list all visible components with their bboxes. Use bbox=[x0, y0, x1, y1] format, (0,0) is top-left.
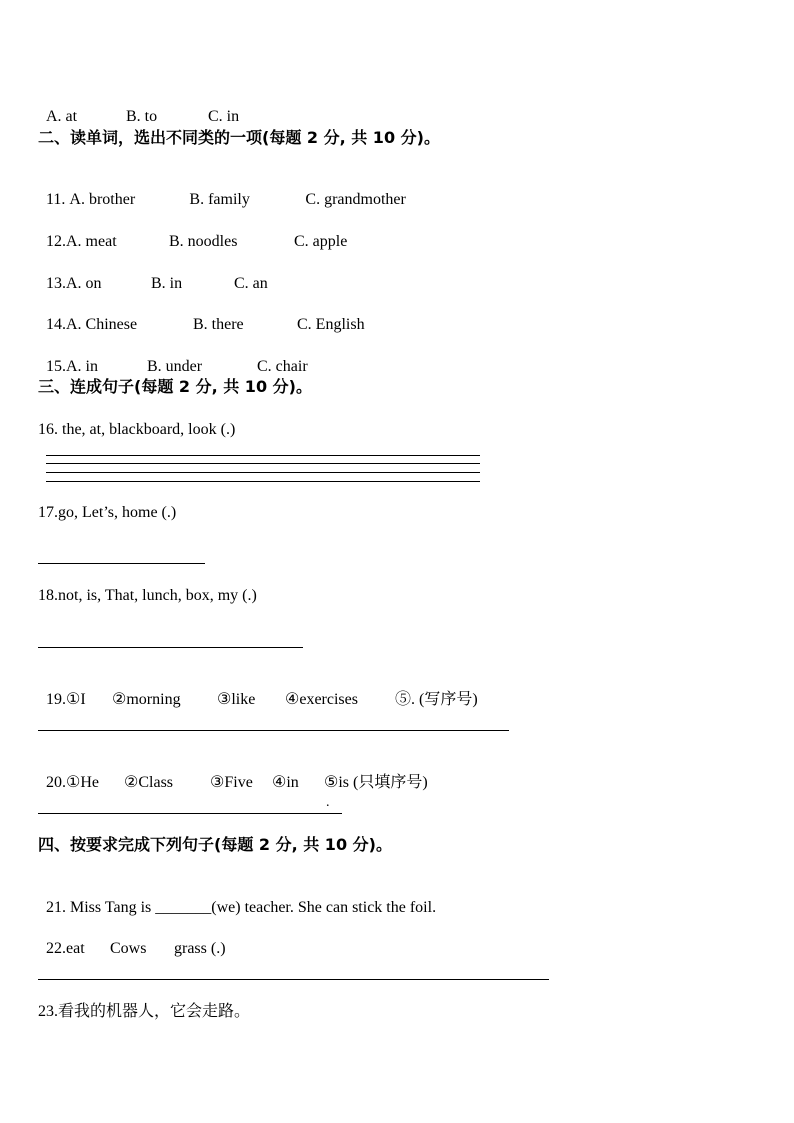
q12-option-b: B. noodles bbox=[169, 233, 238, 250]
q16-prompt: 16. the, at, blackboard, look (.) bbox=[38, 421, 236, 438]
q19-item-3: ③like bbox=[217, 691, 256, 708]
q22-row bbox=[38, 919, 226, 959]
q13-row bbox=[38, 254, 268, 294]
q22-number: 22. bbox=[46, 940, 66, 957]
q16-writing-line-2[interactable] bbox=[46, 463, 480, 464]
q13-option-a: A. on bbox=[66, 275, 102, 292]
q17-prompt: 17.go, Let’s, home (.) bbox=[38, 504, 177, 521]
q17-answer-line[interactable] bbox=[38, 563, 205, 564]
q11-option-a: A. brother bbox=[69, 191, 136, 208]
section3-title: 三、连成句子(每题 2 分, 共 10 分)。 bbox=[38, 377, 312, 396]
q19-item-2: ②morning bbox=[112, 691, 181, 708]
q11-option-b: B. family bbox=[189, 191, 250, 208]
q10-option-a: A. at bbox=[46, 108, 78, 125]
q21-after: (we) teacher. She can stick the foil. bbox=[211, 899, 437, 916]
q16-writing-line-1[interactable] bbox=[46, 455, 480, 456]
q20-item-5: ⑤is (只填序号) bbox=[324, 774, 428, 791]
q20-item-3: ③Five bbox=[210, 774, 253, 791]
q18-prompt: 18.not, is, That, lunch, box, my (.) bbox=[38, 587, 257, 604]
q10-options bbox=[38, 87, 239, 127]
q22-answer-line[interactable] bbox=[38, 979, 549, 980]
q19-row bbox=[38, 670, 478, 710]
q19-item-5: ⑤. (写序号) bbox=[395, 691, 478, 708]
q20-item-1: ①He bbox=[66, 774, 99, 791]
q11-number: 11. bbox=[46, 191, 66, 208]
q14-option-b: B. there bbox=[193, 316, 244, 333]
q16-writing-line-4[interactable] bbox=[46, 481, 480, 482]
q15-option-a: A. in bbox=[66, 358, 98, 375]
q13-option-b: B. in bbox=[151, 275, 183, 292]
q11-option-c: C. grandmother bbox=[305, 191, 406, 208]
q19-item-1: ①I bbox=[66, 691, 86, 708]
q13-option-c: C. an bbox=[234, 275, 268, 292]
q20-number: 20. bbox=[46, 774, 66, 791]
q21-before: 21. Miss Tang is bbox=[46, 899, 156, 916]
q13-number: 13. bbox=[46, 275, 66, 292]
q15-option-c: C. chair bbox=[257, 358, 308, 375]
q15-row bbox=[38, 337, 308, 377]
q21-blank[interactable]: _______ bbox=[155, 899, 212, 916]
q15-option-b: B. under bbox=[147, 358, 203, 375]
q16-writing-line-3[interactable] bbox=[46, 472, 480, 473]
q19-answer-line[interactable] bbox=[38, 730, 509, 731]
section2-title: 二、读单词，选出不同类的一项(每题 2 分, 共 10 分)。 bbox=[38, 128, 440, 147]
q22-word-1: eat bbox=[66, 940, 85, 957]
q11-row bbox=[38, 170, 406, 210]
q14-row bbox=[38, 295, 365, 335]
q12-option-c: C. apple bbox=[294, 233, 348, 250]
q14-option-c: C. English bbox=[297, 316, 365, 333]
q19-number: 19. bbox=[46, 691, 66, 708]
q20-item-4: ④in bbox=[272, 774, 299, 791]
q10-option-b: B. to bbox=[126, 108, 158, 125]
q15-number: 15. bbox=[46, 358, 66, 375]
q20-row bbox=[38, 753, 428, 793]
q14-number: 14. bbox=[46, 316, 66, 333]
q18-answer-line[interactable] bbox=[38, 647, 303, 648]
q12-option-a: A. meat bbox=[66, 233, 117, 250]
q20-answer-line[interactable] bbox=[38, 813, 342, 814]
q22-word-3: grass (.) bbox=[174, 940, 226, 957]
q14-option-a: A. Chinese bbox=[66, 316, 138, 333]
q20-item-2: ②Class bbox=[124, 774, 174, 791]
q12-row bbox=[38, 212, 347, 252]
q21-row bbox=[38, 878, 436, 918]
q12-number: 12. bbox=[46, 233, 66, 250]
q23-prompt: 23.看我的机器人，它会走路。 bbox=[38, 1003, 251, 1020]
q20-period: . bbox=[326, 795, 330, 810]
q22-word-2: Cows bbox=[110, 940, 147, 957]
q10-option-c: C. in bbox=[208, 108, 240, 125]
section4-title: 四、按要求完成下列句子(每题 2 分, 共 10 分)。 bbox=[38, 835, 392, 854]
q19-item-4: ④exercises bbox=[285, 691, 358, 708]
